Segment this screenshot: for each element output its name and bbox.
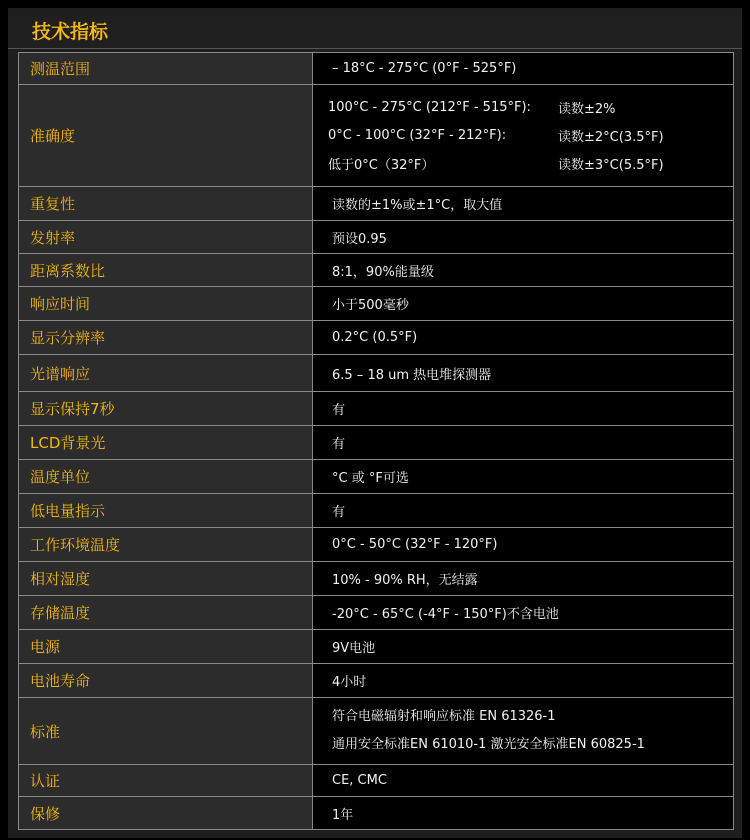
table-row: [19, 287, 734, 321]
row-value-resolution: 0.2°C (0.5°F): [313, 321, 734, 355]
row-value-power: 9V电池: [313, 630, 734, 664]
accuracy-range: 低于0°C（32°F）: [328, 158, 435, 173]
accuracy-range: 0°C - 100°C (32°F - 212°F):: [328, 128, 507, 143]
accuracy-spec: 读数±2°C(3.5°F): [558, 130, 664, 145]
row-label-range: 测温范围: [19, 53, 313, 85]
row-label-units: 温度单位: [19, 460, 313, 494]
row-label-op-temp: 工作环境温度: [19, 528, 313, 562]
table-row: [19, 85, 734, 187]
row-value-response-time: 小于500毫秒: [313, 287, 734, 321]
standard-line: 符合电磁辐射和响应标准 EN 61326-1: [332, 709, 556, 724]
table-row: [19, 321, 734, 355]
accuracy-spec: 读数±3°C(5.5°F): [558, 158, 664, 173]
row-label-repeatability: 重复性: [19, 187, 313, 221]
row-value-battery-life: 4小时: [313, 664, 734, 698]
table-row: [19, 596, 734, 630]
row-label-battery-life: 电池寿命: [19, 664, 313, 698]
row-value-repeatability: 读数的±1%或±1°C，取大值: [313, 187, 734, 221]
table-row: [19, 392, 734, 426]
row-value-op-temp: 0°C - 50°C (32°F - 120°F): [313, 528, 734, 562]
table-row: [19, 562, 734, 596]
row-value-storage-temp: -20°C - 65°C (-4°F - 150°F)不含电池: [313, 596, 734, 630]
row-label-storage-temp: 存储温度: [19, 596, 313, 630]
accuracy-spec: 读数±2%: [558, 102, 616, 117]
table-row: [19, 53, 734, 85]
row-label-spectral: 光谱响应: [19, 355, 313, 392]
table-row: [19, 254, 734, 287]
row-label-low-battery: 低电量指示: [19, 494, 313, 528]
table-row: [19, 221, 734, 254]
row-label-humidity: 相对湿度: [19, 562, 313, 596]
row-value-low-battery: 有: [313, 494, 734, 528]
row-label-backlight: LCD背景光: [19, 426, 313, 460]
row-value-hold: 有: [313, 392, 734, 426]
row-label-resolution: 显示分辨率: [19, 321, 313, 355]
row-label-warranty: 保修: [19, 797, 313, 830]
row-label-accuracy: 准确度: [19, 85, 313, 187]
row-value-accuracy: [313, 85, 734, 187]
accuracy-line: [328, 150, 733, 178]
row-value-backlight: 有: [313, 426, 734, 460]
table-row: [19, 355, 734, 392]
table-row: [19, 698, 734, 765]
row-label-emissivity: 发射率: [19, 221, 313, 254]
row-label-ds-ratio: 距离系数比: [19, 254, 313, 287]
row-value-ds-ratio: 8:1，90%能量级: [313, 254, 734, 287]
row-value-emissivity: 预设0.95: [313, 221, 734, 254]
row-label-hold: 显示保持7秒: [19, 392, 313, 426]
spec-table: [18, 52, 734, 830]
table-row: [19, 187, 734, 221]
table-row: [19, 664, 734, 698]
row-label-power: 电源: [19, 630, 313, 664]
table-row: [19, 426, 734, 460]
row-value-spectral: 6.5 – 18 um 热电堆探测器: [313, 355, 734, 392]
table-row: [19, 460, 734, 494]
row-value-warranty: 1年: [313, 797, 734, 830]
accuracy-range: 100°C - 275°C (212°F - 515°F):: [328, 100, 531, 115]
row-value-humidity: 10% - 90% RH，无结露: [313, 562, 734, 596]
standard-line: 通用安全标准EN 61010-1 激光安全标准EN 60825-1: [332, 737, 645, 752]
row-label-standards: 标准: [19, 698, 313, 765]
accuracy-line: [328, 122, 733, 150]
spec-header: [8, 16, 742, 49]
row-label-response-time: 响应时间: [19, 287, 313, 321]
accuracy-line: [328, 94, 733, 122]
row-value-standards: [313, 698, 734, 765]
row-value-units: °C 或 °F可选: [313, 460, 734, 494]
table-row: [19, 630, 734, 664]
row-value-certification: CE, CMC: [313, 765, 734, 797]
table-row: [19, 528, 734, 562]
table-row: [19, 765, 734, 797]
table-row: [19, 494, 734, 528]
row-value-range: – 18°C - 275°C (0°F - 525°F): [313, 53, 734, 85]
table-row: [19, 797, 734, 830]
row-label-certification: 认证: [19, 765, 313, 797]
spec-title: 技术指标: [32, 21, 109, 43]
